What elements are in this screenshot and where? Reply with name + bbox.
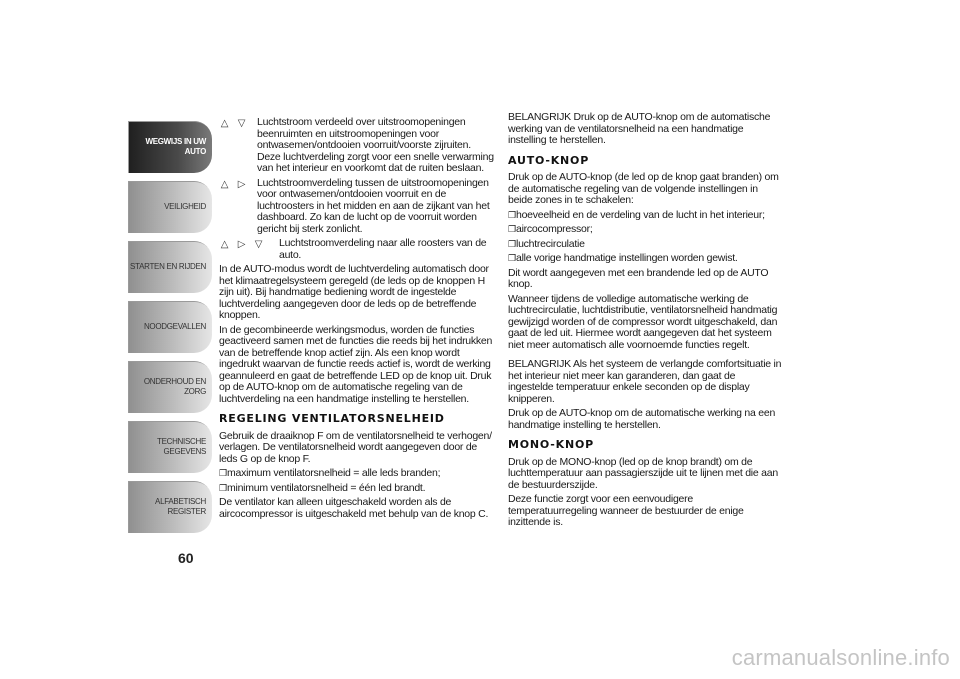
paragraph: Wanneer tijdens de volledige automatische werking de luchtrecirculatie, luchtdistributie, ventilatorsnelheid handmatig gewijzigd worden of de compressor wordt uitgeschakeld, dan gaat de led uit. Hiermee wordt aangegeven dat het systeem niet meer automatisch alle voornoemde functies regelt. — [508, 292, 778, 351]
airflow-up-icon: △ — [220, 118, 229, 129]
list-item-text: alle vorige handmatige instellingen worden gewist. — [516, 252, 738, 264]
tab-label: WEGWIJS IN UW AUTO — [145, 137, 206, 156]
airflow-down-icon: ▽ — [254, 239, 263, 250]
tab-noodgevallen[interactable] — [128, 301, 212, 353]
section-heading: AUTO-KNOP — [508, 153, 590, 167]
airflow-down-icon: ▽ — [237, 118, 246, 129]
left-column — [219, 117, 495, 523]
tab-technische-gegevens[interactable] — [128, 421, 212, 473]
paragraph: Dit wordt aangegeven met een brandende led op de AUTO knop. — [508, 266, 769, 290]
airflow-option-text: Luchtstroomverdeling tussen de uitstroomopeningen voor ontwasemen/ontdooien voorruit en de luchtroosters in het midden en aan de zijkant van het dashboard. Zo kan de lucht op de voorruit worden gericht bij sterk zonlicht. — [257, 176, 490, 235]
page-number: 60 — [178, 550, 194, 566]
bullet-icon: ❒ — [508, 224, 516, 234]
list-item-text: aircocompressor; — [516, 223, 593, 235]
paragraph: BELANGRIJK Als het systeem de verlangde comfortsituatie in het interieur niet meer kan garanderen, dan gaat de ingestelde temperatuur enkele seconden op de display knipperen. — [508, 358, 782, 405]
bullet-icon: ❒ — [508, 238, 516, 249]
section-heading: REGELING VENTILATORSNELHEID — [219, 412, 445, 425]
airflow-option-3 — [219, 238, 495, 261]
section-heading: MONO-KNOP — [508, 438, 594, 451]
tab-starten-en-rijden[interactable] — [128, 241, 212, 293]
airflow-option-text: Luchtstroomverdeling naar alle roosters van de auto. — [279, 237, 487, 261]
right-column — [508, 112, 783, 532]
paragraph: Deze functie zorgt voor een eenvoudigere temperatuurregeling wanneer de bestuurder de enige inzittende is. — [508, 493, 744, 528]
paragraph: Druk op de AUTO-knop (de led op de knop gaat branden) om de automatische regeling van de volgende instellingen in beide zones in te schakelen: — [508, 171, 779, 206]
tab-wegwijs[interactable] — [128, 121, 212, 173]
list-item — [508, 210, 783, 222]
list-item-text: hoeveelheid en de verdeling van de lucht in het interieur; — [516, 208, 765, 221]
tab-label: VEILIGHEID — [164, 202, 206, 211]
airflow-right-icon: ▷ — [237, 239, 246, 250]
tab-label: ALFABETISCH REGISTER — [155, 497, 206, 516]
tab-label: NOODGEVALLEN — [143, 322, 206, 331]
list-item-text: minimum ventilatorsnelheid = één led brandt. — [227, 481, 426, 494]
airflow-right-icon: ▷ — [237, 178, 246, 190]
list-item — [508, 253, 783, 265]
list-item — [219, 483, 495, 495]
watermark: carmanualsonline.info — [731, 645, 950, 670]
tab-label: TECHNISCHE GEGEVENS — [156, 437, 206, 456]
tab-alfabetisch-register[interactable] — [128, 481, 212, 533]
bullet-icon: ❒ — [508, 253, 516, 263]
bullet-icon: ❒ — [508, 209, 516, 220]
airflow-option-1 — [219, 117, 495, 175]
paragraph: In de AUTO-modus wordt de luchtverdeling automatisch door het klimaatregelsysteem geregeld (de leds op de knoppen H zijn uit). Bij handmatige bediening wordt de ingestelde luchtverdeling aangegeven door de leds op de betreffende knoppen. — [219, 263, 489, 321]
tab-onderhoud[interactable] — [128, 361, 212, 413]
list-item-text: maximum ventilatorsnelheid = alle leds branden; — [227, 467, 441, 479]
airflow-up-icon: △ — [220, 178, 229, 190]
paragraph: BELANGRIJK Druk op de AUTO-knop om de automatische werking van de ventilatorsnelheid na een handmatige instelling te herstellen. — [508, 111, 771, 146]
list-item — [508, 239, 783, 251]
tab-label: STARTEN EN RIJDEN — [130, 262, 206, 271]
bullet-icon: ❒ — [219, 468, 227, 478]
paragraph: In de gecombineerde werkingsmodus, worden de functies geactiveerd samen met de functies die reeds bij het indrukken van de betreffende knop actief zijn. Als een knop wordt ingedrukt waarvan de functie reeds actief is, wordt de werking geannuleerd en gaat de betreffende LED op de knop uit. Druk op de AUTO-knop om de automatische regeling van de luchtverdeling na een handmatige instelling te herstellen. — [219, 323, 493, 405]
paragraph: Druk op de MONO-knop (led op de knop brandt) om de luchttemperatuur aan passagierszijde uit te lijnen met die aan de bestuurderszijde. — [508, 455, 778, 491]
bullet-icon: ❒ — [219, 482, 227, 493]
tab-veiligheid[interactable] — [128, 181, 212, 233]
airflow-up-icon: △ — [220, 239, 229, 250]
chapter-tabs — [128, 121, 212, 541]
list-item-text: luchtrecirculatie — [516, 237, 585, 250]
paragraph: Druk op de AUTO-knop om de automatische werking na een handmatige instelling te herstellen. — [508, 407, 776, 431]
list-item — [219, 468, 495, 480]
airflow-option-2 — [219, 178, 495, 236]
tab-label: ONDERHOUD EN ZORG — [143, 377, 206, 396]
paragraph: Gebruik de draaiknop F om de ventilatorsnelheid te verhogen/ verlagen. De ventilatorsnelheid wordt aangegeven door de leds G op de knop F. — [219, 429, 492, 465]
list-item — [508, 224, 783, 236]
paragraph: De ventilator kan alleen uitgeschakeld worden als de aircocompressor is uitgeschakeld met behulp van de knop C. — [219, 496, 489, 520]
airflow-option-text: Luchtstroom verdeeld over uitstroomopeningen beenruimten en uitstroomopeningen voor ontwasemen/ontdooien voorruit/voorste zijruiten. Deze luchtverdeling zorgt voor een snelle verwarming van het interieur en voorkomt dat de ruiten beslaan. — [257, 116, 494, 174]
